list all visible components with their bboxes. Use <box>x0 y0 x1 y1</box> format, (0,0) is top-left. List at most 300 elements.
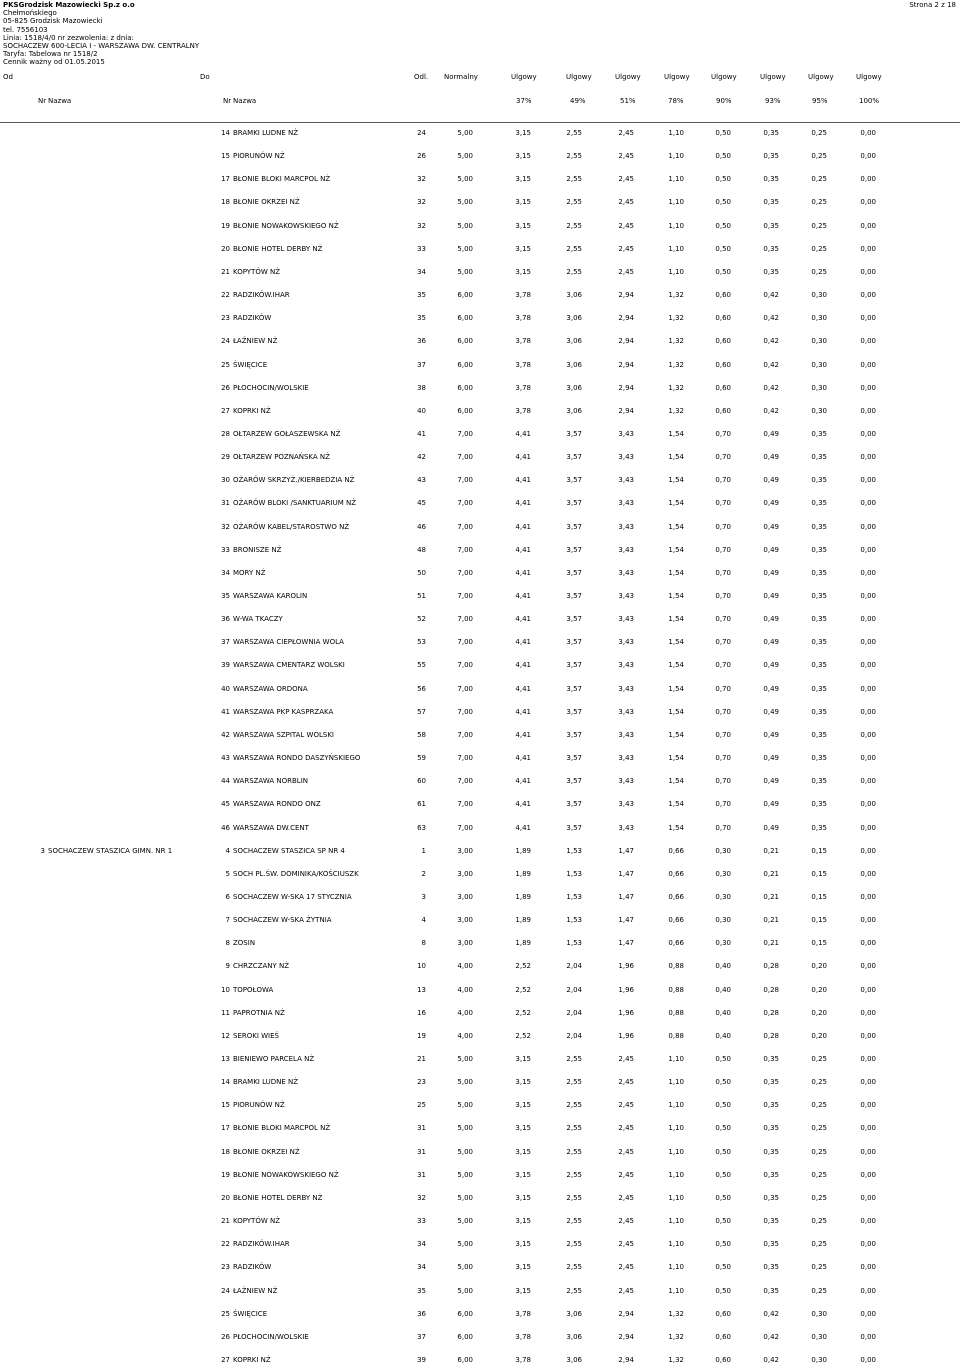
price-discount-5: 0,60 <box>715 291 731 300</box>
stop-name: RADZIKÓW.IHAR <box>233 291 290 300</box>
price-discount-4: 1,54 <box>668 823 684 832</box>
stop-number: 5 <box>225 869 230 878</box>
stop-number: 8 <box>225 939 230 948</box>
table-row <box>0 1288 960 1298</box>
col-ulgowy-4: Ulgowy <box>664 73 690 81</box>
stop-number: 45 <box>221 800 230 809</box>
col-pct-1: 37% <box>516 97 532 105</box>
distance-km: 37 <box>417 1332 426 1341</box>
price-discount-8: 0,00 <box>860 453 876 462</box>
price-discount-2: 1,53 <box>566 892 582 901</box>
price-discount-5: 0,30 <box>715 869 731 878</box>
price-discount-6: 0,42 <box>763 383 779 392</box>
price-discount-6: 0,42 <box>763 406 779 415</box>
price-discount-5: 0,50 <box>715 1124 731 1133</box>
price-discount-7: 0,35 <box>811 730 827 739</box>
price-discount-3: 3,43 <box>618 522 634 531</box>
price-discount-7: 0,25 <box>811 198 827 207</box>
price-discount-1: 4,41 <box>515 429 531 438</box>
price-discount-4: 1,54 <box>668 545 684 554</box>
price-discount-1: 3,15 <box>515 1124 531 1133</box>
price-discount-6: 0,35 <box>763 175 779 184</box>
stop-number: 43 <box>221 754 230 763</box>
stop-name: OŻARÓW SKRZYŻ./KIERBEDZIA NŻ <box>233 476 355 485</box>
price-normal: 5,00 <box>457 1286 473 1295</box>
stop-name: CHRZCZANY NŻ <box>233 962 290 971</box>
price-discount-7: 0,25 <box>811 1124 827 1133</box>
price-normal: 7,00 <box>457 615 473 624</box>
stop-name: KOPRKI NŻ <box>233 1355 271 1364</box>
price-discount-5: 0,70 <box>715 684 731 693</box>
price-normal: 4,00 <box>457 985 473 994</box>
price-discount-4: 1,10 <box>668 1263 684 1272</box>
price-discount-3: 2,94 <box>618 1355 634 1364</box>
col-pct-4: 78% <box>668 97 684 105</box>
price-discount-4: 1,10 <box>668 267 684 276</box>
distance-km: 33 <box>417 1217 426 1226</box>
price-discount-8: 0,00 <box>860 1124 876 1133</box>
table-row <box>0 315 960 325</box>
table-row <box>0 963 960 973</box>
price-discount-2: 2,04 <box>566 1031 582 1040</box>
price-discount-7: 0,35 <box>811 638 827 647</box>
price-discount-7: 0,35 <box>811 453 827 462</box>
stop-number: 44 <box>221 777 230 786</box>
price-discount-5: 0,70 <box>715 777 731 786</box>
stop-name: BRONISZE NŻ <box>233 545 282 554</box>
table-row <box>0 616 960 626</box>
price-discount-1: 4,41 <box>515 568 531 577</box>
price-discount-5: 0,50 <box>715 244 731 253</box>
price-normal: 4,00 <box>457 1008 473 1017</box>
price-discount-4: 1,32 <box>668 337 684 346</box>
stop-name: TOPOŁOWA <box>233 985 274 994</box>
price-discount-7: 0,20 <box>811 1031 827 1040</box>
table-row <box>0 1056 960 1066</box>
price-discount-1: 3,15 <box>515 198 531 207</box>
table-row <box>0 547 960 557</box>
stop-name: ŚWIĘCICE <box>233 1309 268 1318</box>
stop-name: W-WA TKACZY <box>233 615 283 624</box>
price-discount-6: 0,35 <box>763 129 779 137</box>
price-discount-1: 4,41 <box>515 661 531 670</box>
table-row <box>0 987 960 997</box>
col-pct-6: 93% <box>765 97 781 105</box>
stop-number: 35 <box>221 592 230 600</box>
stop-name: WARSZAWA KAROLIN <box>233 592 308 600</box>
price-normal: 7,00 <box>457 429 473 438</box>
price-discount-5: 0,50 <box>715 1170 731 1179</box>
distance-km: 41 <box>417 429 426 438</box>
tariff-info: Taryfa: Tabelowa nr 1518/2 <box>3 50 98 59</box>
price-discount-4: 1,10 <box>668 244 684 253</box>
price-discount-7: 0,35 <box>811 476 827 485</box>
price-discount-1: 3,78 <box>515 406 531 415</box>
price-discount-6: 0,42 <box>763 314 779 323</box>
col-to-nazwa: Nazwa <box>233 97 257 105</box>
stop-number: 26 <box>221 383 230 392</box>
price-normal: 7,00 <box>457 568 473 577</box>
price-discount-4: 1,54 <box>668 592 684 600</box>
price-discount-2: 3,06 <box>566 1309 582 1318</box>
price-discount-6: 0,21 <box>763 892 779 901</box>
price-normal: 5,00 <box>457 1124 473 1133</box>
stop-number: 25 <box>221 360 230 369</box>
price-discount-6: 0,21 <box>763 916 779 925</box>
stop-number: 20 <box>221 1193 230 1202</box>
stop-name: SOCHACZEW STASZICA SP NR 4 <box>233 846 345 855</box>
price-normal: 5,00 <box>457 175 473 184</box>
price-discount-7: 0,30 <box>811 1355 827 1364</box>
price-discount-2: 3,57 <box>566 429 582 438</box>
price-discount-5: 0,70 <box>715 800 731 809</box>
price-discount-2: 3,57 <box>566 684 582 693</box>
table-row <box>0 570 960 580</box>
table-row <box>0 709 960 719</box>
distance-km: 36 <box>417 1309 426 1318</box>
price-discount-1: 3,78 <box>515 291 531 300</box>
price-discount-8: 0,00 <box>860 800 876 809</box>
price-discount-1: 3,78 <box>515 314 531 323</box>
price-discount-2: 1,53 <box>566 869 582 878</box>
col-pct-7: 95% <box>812 97 828 105</box>
price-discount-4: 1,32 <box>668 406 684 415</box>
price-discount-2: 3,57 <box>566 545 582 554</box>
price-discount-1: 3,15 <box>515 244 531 253</box>
price-normal: 5,00 <box>457 1263 473 1272</box>
price-discount-8: 0,00 <box>860 985 876 994</box>
table-row <box>0 500 960 510</box>
stop-name: BRAMKI LUDNE NŻ <box>233 129 299 137</box>
price-discount-4: 0,66 <box>668 869 684 878</box>
price-discount-2: 1,53 <box>566 939 582 948</box>
price-discount-3: 2,45 <box>618 1193 634 1202</box>
stop-number: 10 <box>221 985 230 994</box>
price-discount-1: 4,41 <box>515 545 531 554</box>
stop-name: ŁAŹNIEW NŻ <box>233 337 278 346</box>
price-normal: 4,00 <box>457 1031 473 1040</box>
stop-number: 19 <box>221 221 230 230</box>
price-discount-5: 0,60 <box>715 314 731 323</box>
price-discount-2: 3,57 <box>566 730 582 739</box>
price-discount-1: 3,78 <box>515 383 531 392</box>
price-discount-3: 2,45 <box>618 221 634 230</box>
price-discount-8: 0,00 <box>860 684 876 693</box>
price-discount-5: 0,50 <box>715 1078 731 1087</box>
distance-km: 35 <box>417 314 426 323</box>
distance-km: 10 <box>417 962 426 971</box>
price-normal: 7,00 <box>457 453 473 462</box>
price-discount-3: 2,45 <box>618 1078 634 1087</box>
price-discount-8: 0,00 <box>860 869 876 878</box>
stop-number: 17 <box>221 175 230 184</box>
price-discount-4: 1,10 <box>668 152 684 161</box>
price-discount-1: 4,41 <box>515 453 531 462</box>
distance-km: 31 <box>417 1147 426 1156</box>
price-discount-3: 3,43 <box>618 453 634 462</box>
price-discount-6: 0,35 <box>763 267 779 276</box>
stop-number: 11 <box>221 1008 230 1017</box>
stop-name: KOPYTÓW NŻ <box>233 1217 281 1226</box>
price-discount-1: 1,89 <box>515 916 531 925</box>
price-discount-4: 1,10 <box>668 1147 684 1156</box>
price-discount-5: 0,70 <box>715 615 731 624</box>
price-discount-1: 4,41 <box>515 823 531 832</box>
price-discount-7: 0,35 <box>811 661 827 670</box>
price-discount-1: 3,78 <box>515 1355 531 1364</box>
price-discount-7: 0,30 <box>811 314 827 323</box>
distance-km: 21 <box>417 1055 426 1063</box>
stop-name: WARSZAWA DW.CENT <box>233 823 309 832</box>
price-discount-8: 0,00 <box>860 406 876 415</box>
price-discount-6: 0,49 <box>763 522 779 531</box>
stop-name: RADZIKÓW <box>233 314 272 323</box>
stop-number: 21 <box>221 1217 230 1226</box>
price-discount-5: 0,60 <box>715 406 731 415</box>
price-normal: 5,00 <box>457 1240 473 1249</box>
price-discount-2: 3,06 <box>566 360 582 369</box>
price-discount-3: 2,45 <box>618 129 634 137</box>
col-ulgowy-8: Ulgowy <box>856 73 882 81</box>
table-row <box>0 871 960 881</box>
price-discount-4: 0,88 <box>668 1031 684 1040</box>
table-row <box>0 1079 960 1089</box>
price-normal: 7,00 <box>457 684 473 693</box>
price-discount-3: 3,43 <box>618 707 634 716</box>
price-discount-1: 3,15 <box>515 129 531 137</box>
price-discount-7: 0,35 <box>811 800 827 809</box>
price-discount-1: 3,15 <box>515 1263 531 1272</box>
price-discount-5: 0,50 <box>715 1217 731 1226</box>
table-row <box>0 385 960 395</box>
stop-number: 21 <box>221 267 230 276</box>
price-discount-1: 4,41 <box>515 499 531 508</box>
price-discount-5: 0,50 <box>715 129 731 137</box>
distance-km: 33 <box>417 244 426 253</box>
price-normal: 7,00 <box>457 545 473 554</box>
price-discount-3: 2,94 <box>618 314 634 323</box>
price-discount-4: 1,32 <box>668 383 684 392</box>
price-normal: 7,00 <box>457 823 473 832</box>
price-discount-6: 0,49 <box>763 823 779 832</box>
price-discount-1: 3,15 <box>515 1078 531 1087</box>
table-row <box>0 269 960 279</box>
price-discount-2: 2,55 <box>566 1217 582 1226</box>
price-discount-8: 0,00 <box>860 939 876 948</box>
company-phone: tel. 7556103 <box>3 25 48 34</box>
price-normal: 5,00 <box>457 244 473 253</box>
price-discount-2: 2,55 <box>566 1055 582 1063</box>
price-discount-3: 2,45 <box>618 1217 634 1226</box>
price-discount-4: 1,10 <box>668 129 684 137</box>
price-normal: 5,00 <box>457 1055 473 1063</box>
col-to-nr: Nr <box>223 97 232 105</box>
price-discount-8: 0,00 <box>860 244 876 253</box>
distance-km: 38 <box>417 383 426 392</box>
price-normal: 6,00 <box>457 337 473 346</box>
distance-km: 45 <box>417 499 426 508</box>
table-row <box>0 408 960 418</box>
stop-name: KOPRKI NŻ <box>233 406 271 415</box>
stop-number: 15 <box>221 1101 230 1110</box>
price-discount-1: 4,41 <box>515 522 531 531</box>
price-discount-1: 3,15 <box>515 1147 531 1156</box>
distance-km: 26 <box>417 152 426 161</box>
price-discount-7: 0,20 <box>811 962 827 971</box>
price-discount-7: 0,35 <box>811 754 827 763</box>
price-discount-5: 0,50 <box>715 1193 731 1202</box>
price-discount-1: 3,15 <box>515 1286 531 1295</box>
distance-km: 56 <box>417 684 426 693</box>
price-discount-6: 0,49 <box>763 684 779 693</box>
stop-number: 25 <box>221 1309 230 1318</box>
price-discount-1: 1,89 <box>515 892 531 901</box>
price-discount-5: 0,70 <box>715 707 731 716</box>
distance-km: 50 <box>417 568 426 577</box>
col-pct-8: 100% <box>859 97 880 105</box>
price-discount-7: 0,15 <box>811 869 827 878</box>
price-discount-4: 1,54 <box>668 429 684 438</box>
route-name: SOCHACZEW 600-LECIA I - WARSZAWA DW. CENTRALNY <box>3 41 200 50</box>
distance-km: 52 <box>417 615 426 624</box>
price-discount-5: 0,50 <box>715 1055 731 1063</box>
price-discount-5: 0,70 <box>715 453 731 462</box>
price-discount-2: 3,06 <box>566 314 582 323</box>
price-discount-3: 1,96 <box>618 1031 634 1040</box>
distance-km: 32 <box>417 221 426 230</box>
price-discount-5: 0,40 <box>715 1008 731 1017</box>
distance-km: 48 <box>417 545 426 554</box>
stop-name: BŁONIE HOTEL DERBY NŻ <box>233 244 323 253</box>
distance-km: 42 <box>417 453 426 462</box>
price-discount-2: 2,55 <box>566 1286 582 1295</box>
price-discount-5: 0,70 <box>715 476 731 485</box>
col-pct-3: 51% <box>620 97 636 105</box>
price-discount-8: 0,00 <box>860 1078 876 1087</box>
price-discount-6: 0,49 <box>763 777 779 786</box>
price-discount-8: 0,00 <box>860 314 876 323</box>
price-discount-3: 3,43 <box>618 800 634 809</box>
price-discount-2: 2,55 <box>566 198 582 207</box>
price-discount-4: 1,10 <box>668 175 684 184</box>
price-discount-2: 3,06 <box>566 406 582 415</box>
price-discount-1: 1,89 <box>515 939 531 948</box>
price-discount-7: 0,35 <box>811 684 827 693</box>
distance-km: 23 <box>417 1078 426 1087</box>
price-discount-8: 0,00 <box>860 592 876 600</box>
price-discount-8: 0,00 <box>860 221 876 230</box>
price-discount-2: 2,55 <box>566 1193 582 1202</box>
distance-km: 35 <box>417 291 426 300</box>
price-discount-2: 1,53 <box>566 846 582 855</box>
price-discount-1: 4,41 <box>515 638 531 647</box>
stop-name: ŚWIĘCICE <box>233 360 268 369</box>
price-discount-4: 0,66 <box>668 916 684 925</box>
price-discount-6: 0,35 <box>763 1101 779 1110</box>
stop-number: 36 <box>221 615 230 624</box>
price-discount-8: 0,00 <box>860 846 876 855</box>
table-row <box>0 755 960 765</box>
distance-km: 39 <box>417 1355 426 1364</box>
price-discount-8: 0,00 <box>860 707 876 716</box>
price-discount-3: 2,45 <box>618 1263 634 1272</box>
price-discount-4: 1,32 <box>668 291 684 300</box>
price-discount-8: 0,00 <box>860 1193 876 1202</box>
distance-km: 63 <box>417 823 426 832</box>
price-discount-5: 0,40 <box>715 962 731 971</box>
price-discount-8: 0,00 <box>860 1240 876 1249</box>
stop-name: PIORUNÓW NŻ <box>233 152 285 161</box>
price-discount-4: 1,32 <box>668 1332 684 1341</box>
price-discount-8: 0,00 <box>860 615 876 624</box>
stop-name: WARSZAWA CMENTARZ WOLSKI <box>233 661 345 670</box>
price-discount-8: 0,00 <box>860 1217 876 1226</box>
price-normal: 5,00 <box>457 1217 473 1226</box>
price-discount-7: 0,25 <box>811 267 827 276</box>
price-discount-8: 0,00 <box>860 152 876 161</box>
price-discount-4: 0,66 <box>668 892 684 901</box>
price-discount-2: 2,55 <box>566 267 582 276</box>
price-discount-8: 0,00 <box>860 129 876 137</box>
price-discount-4: 1,54 <box>668 754 684 763</box>
price-discount-6: 0,35 <box>763 1217 779 1226</box>
price-discount-7: 0,25 <box>811 1147 827 1156</box>
price-discount-8: 0,00 <box>860 1147 876 1156</box>
price-discount-6: 0,35 <box>763 221 779 230</box>
price-discount-1: 2,52 <box>515 985 531 994</box>
price-discount-6: 0,35 <box>763 1240 779 1249</box>
price-normal: 3,00 <box>457 892 473 901</box>
price-normal: 7,00 <box>457 499 473 508</box>
stop-name: WARSZAWA SZPITAL WOLSKI <box>233 730 334 739</box>
price-discount-5: 0,50 <box>715 198 731 207</box>
price-discount-2: 2,55 <box>566 129 582 137</box>
distance-km: 13 <box>417 985 426 994</box>
table-row <box>0 732 960 742</box>
stop-number: 14 <box>221 129 230 137</box>
price-normal: 6,00 <box>457 1332 473 1341</box>
company-street: Chełmońskiego <box>3 9 57 18</box>
stop-name: BŁONIE OKRZEI NŻ <box>233 198 300 207</box>
distance-km: 4 <box>421 916 426 925</box>
price-discount-3: 1,47 <box>618 916 634 925</box>
distance-km: 57 <box>417 707 426 716</box>
price-discount-5: 0,70 <box>715 638 731 647</box>
price-discount-3: 3,43 <box>618 499 634 508</box>
price-normal: 5,00 <box>457 152 473 161</box>
price-discount-6: 0,35 <box>763 1055 779 1063</box>
price-discount-3: 3,43 <box>618 545 634 554</box>
price-discount-7: 0,20 <box>811 1008 827 1017</box>
price-discount-3: 2,94 <box>618 360 634 369</box>
price-discount-4: 1,10 <box>668 1101 684 1110</box>
price-discount-1: 2,52 <box>515 1031 531 1040</box>
stop-number: 18 <box>221 1147 230 1156</box>
price-discount-1: 1,89 <box>515 846 531 855</box>
price-discount-6: 0,35 <box>763 198 779 207</box>
stop-number: 40 <box>221 684 230 693</box>
stop-number: 30 <box>221 476 230 485</box>
stop-number: 9 <box>225 962 230 971</box>
price-discount-8: 0,00 <box>860 175 876 184</box>
price-discount-3: 2,45 <box>618 152 634 161</box>
price-normal: 5,00 <box>457 1078 473 1087</box>
price-discount-2: 2,55 <box>566 1078 582 1087</box>
stop-name: BŁONIE BLOKI MARCPOL NŻ <box>233 175 331 184</box>
price-discount-5: 0,40 <box>715 985 731 994</box>
header-divider <box>0 122 960 123</box>
line-info: Linia: 1518/4/0 nr zezwolenia: z dnia: <box>3 33 134 42</box>
